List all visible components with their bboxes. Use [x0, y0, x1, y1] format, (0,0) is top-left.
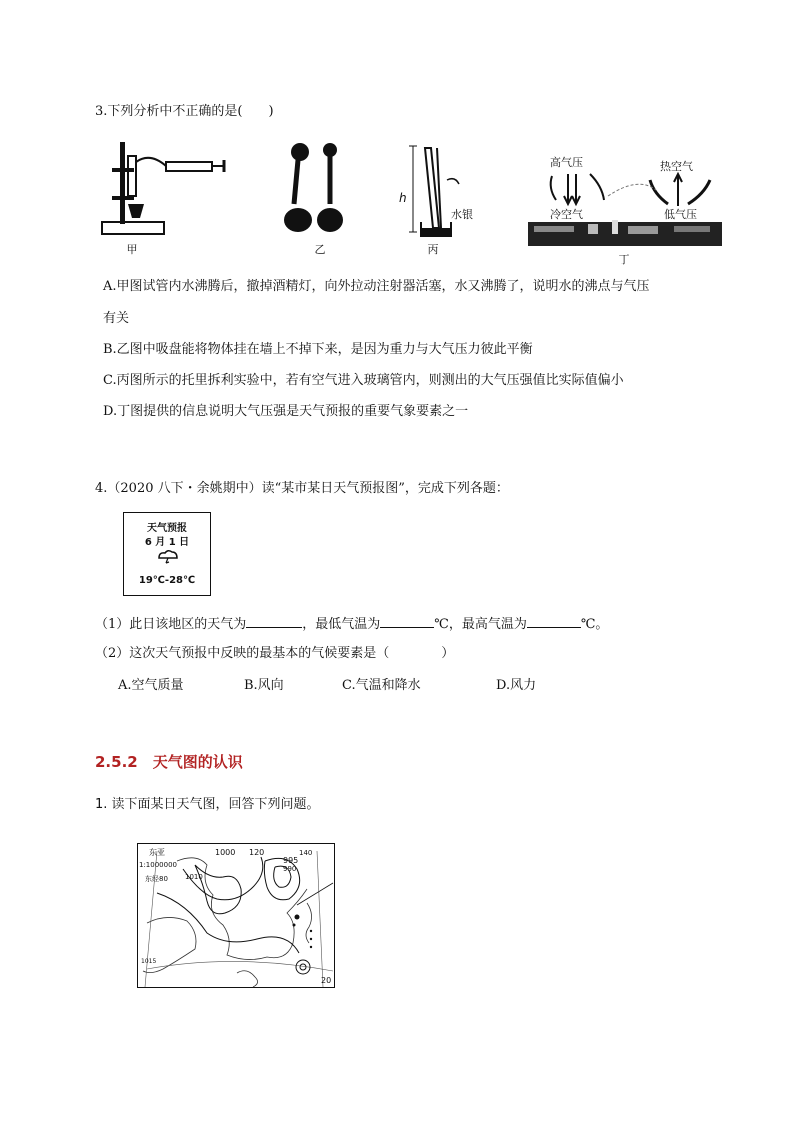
q4-sub1-part-d: ℃。	[580, 617, 609, 632]
q3-option-a-line1: A.甲图试管内水沸腾后，撤掉酒精灯，向外拉动注射器活塞，水又沸腾了，说明水的沸点与气压	[103, 279, 650, 294]
forecast-date: 6 月 1 日	[144, 537, 190, 548]
forecast-title: 天气预报	[147, 523, 187, 534]
figure-ding-pressure	[528, 150, 722, 248]
figure-jia-apparatus	[100, 138, 230, 238]
section-heading: 2.5.2 天气图的认识	[95, 753, 243, 771]
cold-air-label: 冷空气	[550, 208, 583, 221]
q4-sub1	[95, 614, 608, 634]
q4-option-a: A.空气质量	[118, 678, 184, 693]
q4-sub1-part-a: （1）此日该地区的天气为	[95, 617, 247, 632]
q4-stem: 4.（2020 八下・余姚期中）读“某市某日天气预报图”，完成下列各题：	[95, 481, 509, 496]
q4-sub2: （2）这次天气预报中反映的最基本的气候要素是（ ）	[95, 646, 455, 661]
map-label-990: 990	[283, 865, 297, 873]
q4-sub1-part-b: ，最低气温为	[302, 617, 381, 632]
rain-icon	[157, 549, 179, 567]
low-pressure-label: 低气压	[664, 208, 697, 221]
map-label-region: 东亚	[149, 848, 165, 857]
q1-stem: 1. 读下面某日天气图，回答下列问题。	[95, 797, 320, 812]
figure-yi-suction-cups	[280, 138, 360, 238]
map-label-1000: 1000	[215, 848, 236, 857]
q3-option-d: D.丁图提供的信息说明大气压强是天气预报的重要气象要素之一	[103, 404, 469, 419]
high-pressure-label: 高气压	[550, 156, 583, 169]
q4-sub1-part-c: ℃，最高气温为	[434, 617, 527, 632]
figure-label-ding: 丁	[618, 253, 630, 266]
answer-blank-max-temp[interactable]	[527, 614, 581, 628]
q3-option-b: B.乙图中吸盘能将物体挂在墙上不掉下来，是因为重力与大气压力彼此平衡	[103, 342, 533, 357]
hot-air-label: 热空气	[660, 160, 693, 173]
q3-option-a-line2: 有关	[103, 311, 130, 326]
map-label-latitude-20: 20	[321, 976, 332, 985]
mercury-label: 水银	[451, 208, 473, 221]
q3-option-c: C.丙图所示的托里拆利实验中，若有空气进入玻璃管内，则测出的大气压强值比实际值偏小	[103, 373, 624, 388]
q4-option-d: D.风力	[496, 678, 537, 693]
q4-option-c: C.气温和降水	[342, 678, 421, 693]
map-label-140: 140	[299, 849, 313, 857]
figure-label-bing: 丙	[427, 243, 439, 256]
q4-option-b: B.风向	[244, 678, 284, 693]
figure-label-yi: 乙	[314, 243, 326, 256]
forecast-temperature: 19℃-28℃	[138, 575, 196, 586]
map-label-120: 120	[249, 848, 265, 857]
q3-stem: 3.下列分析中不正确的是( )	[95, 104, 274, 119]
answer-blank-weather[interactable]	[246, 614, 302, 628]
map-label-scale: 1:1000000	[139, 861, 177, 869]
map-label-1010: 1010	[185, 873, 203, 881]
answer-blank-min-temp[interactable]	[380, 614, 434, 628]
height-label: h	[399, 191, 407, 205]
figure-bing-torricelli	[395, 140, 485, 240]
figure-label-jia: 甲	[126, 243, 138, 256]
map-label-1015: 1015	[141, 958, 157, 965]
weather-forecast-card	[123, 512, 211, 596]
weather-map	[137, 843, 335, 988]
map-label-995: 995	[283, 856, 299, 865]
map-label-longitude: 东经80	[145, 875, 168, 883]
